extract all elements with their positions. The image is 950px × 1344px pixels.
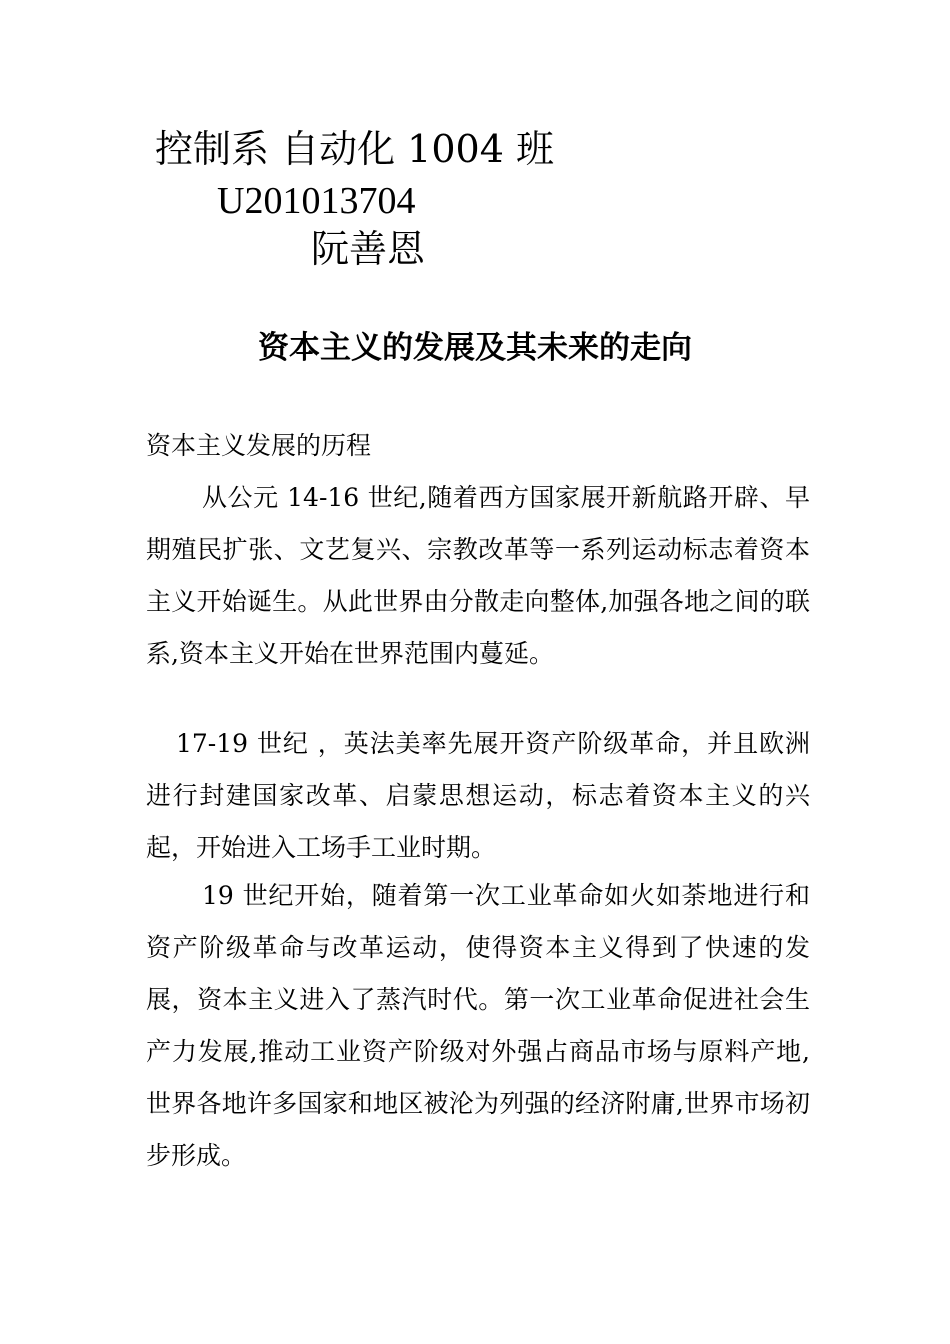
document-title: 资本主义的发展及其未来的走向: [258, 330, 692, 366]
header-class-info: 控制系 自动化 1004 班: [155, 127, 554, 171]
header-author-name: 阮善恩: [311, 227, 426, 271]
paragraph-1: 从公元 14-16 世纪,随着西方国家展开新航路开辟、早期殖民扩张、文艺复兴、宗教改革等一系列运动标志着资本主义开始诞生。从此世界由分散走向整体,加强各地之间的联系,资本主义开始在世界范围内蔓延。: [146, 483, 810, 668]
section-heading: 资本主义发展的历程: [146, 431, 372, 460]
paragraph-2: 17-19 世纪 ，英法美率先展开资产阶级革命，并且欧洲进行封建国家改革、启蒙思想运动，标志着资本主义的兴起，开始进入工场手工业时期。: [146, 729, 810, 862]
header-student-id: U201013704: [217, 180, 416, 222]
paragraph-3: 19 世纪开始，随着第一次工业革命如火如荼地进行和资产阶级革命与改革运动，使得资本主义得到了快速的发展，资本主义进入了蒸汽时代。第一次工业革命促进社会生产力发展,推动工业资产阶级对外强占商品市场与原料产地,世界各地许多国家和地区被沦为列强的经济附庸,世界市场初步形成。: [146, 881, 810, 1170]
